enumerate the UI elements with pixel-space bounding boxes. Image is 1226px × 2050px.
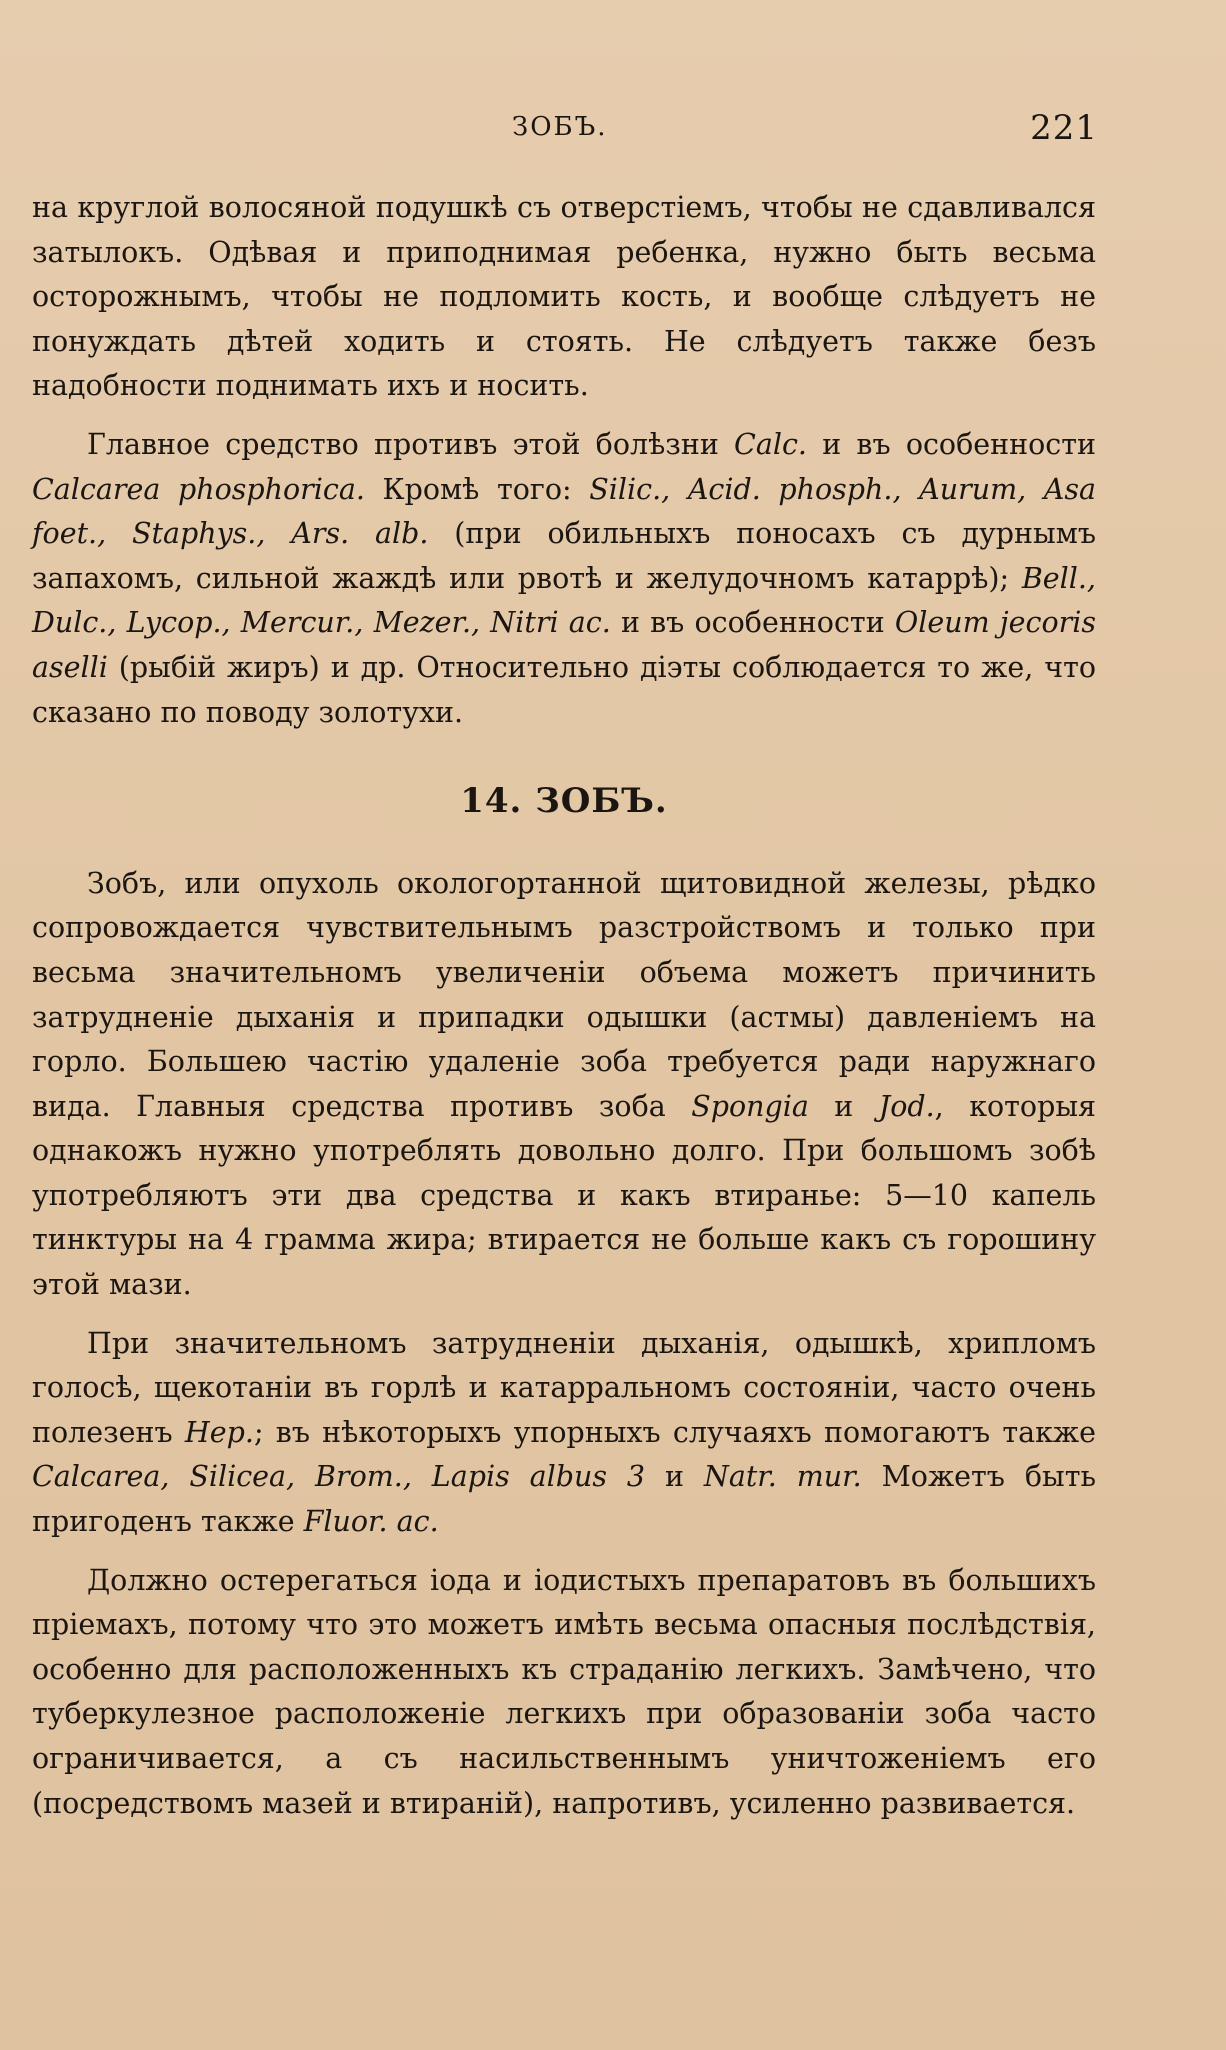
- remedy-name: Calc.: [734, 427, 807, 461]
- text-run: ; въ нѣкоторыхъ упорныхъ случаяхъ помогаютъ также: [253, 1415, 1096, 1449]
- remedy-name: Bell., Dulc., Lycop., Mercur., Mezer., Nitri ac.: [32, 561, 1096, 640]
- text-run: , которыя однакожъ нужно употреблять довольно долго. При большомъ зобѣ употребляютъ эти два средства и какъ втиранье: 5—10 капель тинктуры на 4 грамма жира; втирается не больше какъ съ горошину этой мази.: [32, 1089, 1096, 1302]
- text-run: Главное средство противъ этой болѣзни: [87, 427, 735, 461]
- text-run: Зобъ, или опухоль окологортанной щитовидной железы, рѣдко сопровождается чувствительнымъ разстройствомъ и только при весьма значительномъ увеличеніи объема можетъ причинить затрудненіе дыханія и припадки одышки (астмы) давленіемъ на горло. Большею частію удаленіе зоба требуется ради наружнаго вида. Главныя средства противъ зоба: [32, 866, 1096, 1123]
- paragraph-iodine-warning: Должно остерегаться іода и іодистыхъ препаратовъ въ большихъ пріемахъ, потому что это можетъ имѣть весьма опасныя послѣдствія, особенно для расположенныхъ къ страданію легкихъ. Замѣчено, что туберкулезное расположеніе легкихъ при образованіи зоба часто ограничивается, а съ насильственнымъ уничтоженіемъ его (посредствомъ мазей и втираній), напротивъ, усиленно развивается.: [32, 1563, 1096, 1820]
- page-body: [32, 186, 1096, 1826]
- paragraph-goiter-intro: [32, 862, 1096, 1308]
- remedy-name: Calcarea, Silicea, Brom., Lapis albus 3: [32, 1460, 646, 1494]
- remedy-name: Silic., Acid. phosph., Aurum, Asa foet., Staphys., Ars. alb.: [32, 472, 1096, 551]
- paragraph-remedies: [32, 423, 1096, 735]
- remedy-name: Calcarea phosphorica.: [32, 472, 365, 506]
- paragraph-goiter-breathing: [32, 1322, 1096, 1545]
- text-run: и: [808, 1089, 879, 1123]
- text-run: Можетъ быть пригоденъ также: [32, 1460, 1096, 1539]
- page-number: 221: [1030, 108, 1098, 148]
- running-head: ЗОБЪ.: [512, 112, 608, 142]
- text-run: При значительномъ затрудненіи дыханія, одышкѣ, хрипломъ голосѣ, щекотаніи въ горлѣ и катарральномъ состояніи, часто очень полезенъ: [32, 1326, 1096, 1449]
- text-run: и въ особенности: [806, 427, 1096, 461]
- remedy-name: Jod.: [878, 1089, 935, 1123]
- text-run: и въ особенности: [610, 606, 895, 640]
- remedy-name: Oleum jecoris aselli: [32, 606, 1096, 684]
- text-run: и: [645, 1460, 704, 1494]
- remedy-name: Hep.: [184, 1415, 254, 1449]
- text-run: (при обильныхъ поносахъ съ дурнымъ запахомъ, сильной жаждѣ или рвотѣ и желудочномъ катаррѣ);: [32, 517, 1096, 595]
- remedy-name: Spongia: [691, 1089, 809, 1123]
- paragraph-continued: на круглой волосяной подушкѣ съ отверстіемъ, чтобы не сдавливался затылокъ. Одѣвая и приподнимая ребенка, нужно быть весьма осторожнымъ, чтобы не подломить кость, и вообще слѣдуетъ не понуждать дѣтей ходить и стоять. Не слѣдуетъ также безъ надобности поднимать ихъ и носить.: [32, 191, 1096, 403]
- remedy-name: Natr. mur.: [703, 1460, 862, 1494]
- page-header: [0, 108, 1226, 148]
- remedy-name: Fluor. ac.: [303, 1505, 439, 1539]
- text-run: (рыбій жиръ) и др. Относительно діэты соблюдается то же, что сказано по поводу золотухи.: [32, 650, 1096, 729]
- section-heading: 14. ЗОБЪ.: [460, 781, 668, 822]
- text-run: Кромѣ того:: [364, 472, 590, 506]
